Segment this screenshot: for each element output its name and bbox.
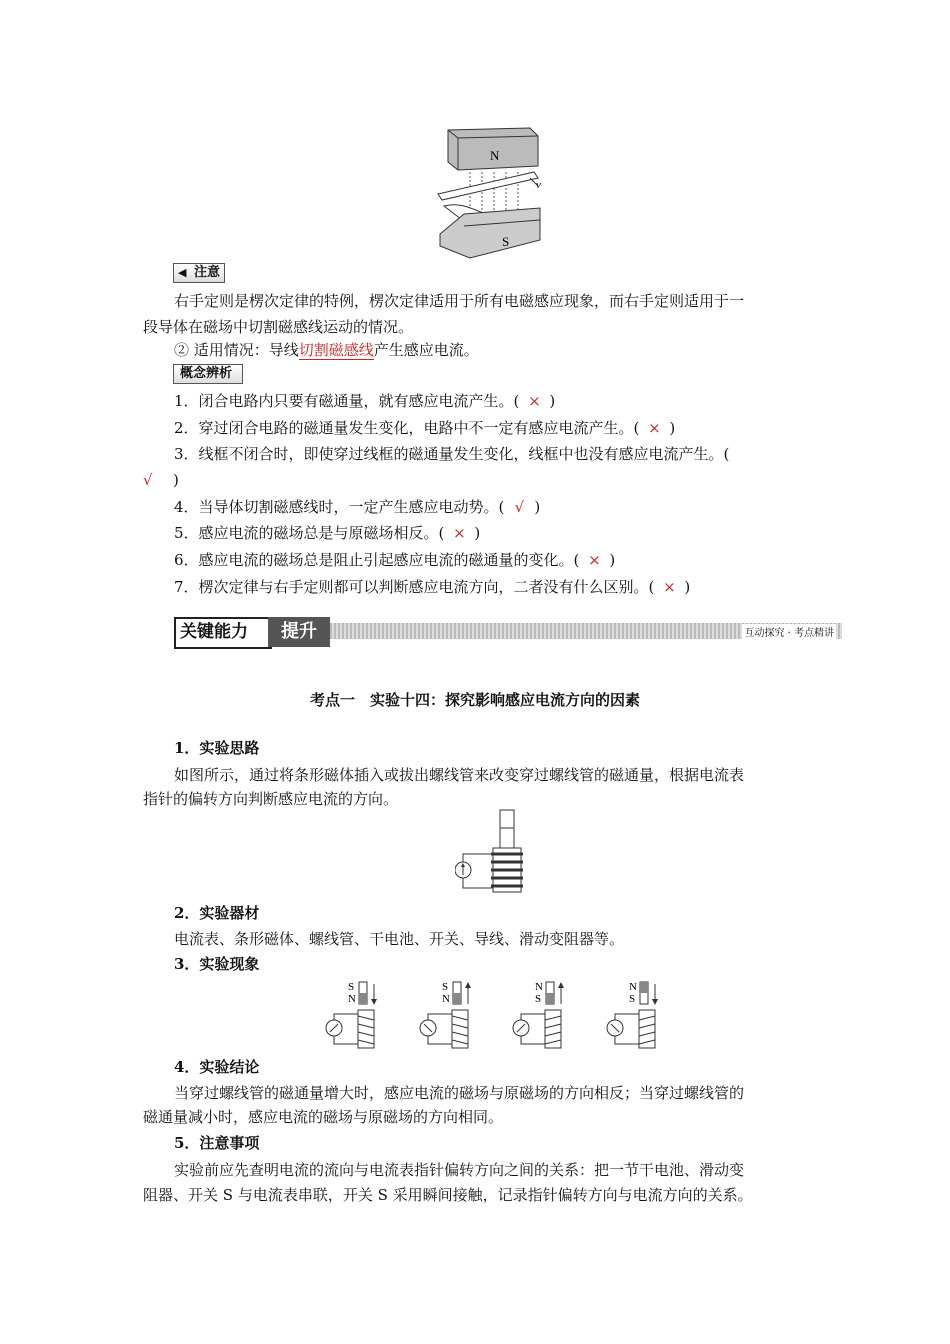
s2-body: 电流表、条形磁体、螺线管、干电池、开关、导线、滑动变阻器等。	[174, 930, 625, 948]
concept-badge-label: 概念辨析	[180, 366, 233, 381]
concept-badge	[173, 364, 243, 384]
correct-mark: √	[514, 498, 525, 516]
s1-line-1: 如图所示，通过将条形磁体插入或拔出螺线管来改变穿过螺线管的磁通量，根据电流表	[174, 766, 745, 784]
wrong-mark: ×	[453, 524, 466, 542]
concept-item-3	[174, 444, 729, 464]
banner-part-2: 提升	[268, 617, 330, 647]
correct-mark: √	[143, 471, 153, 489]
s4-heading: 4．实验结论	[174, 1058, 260, 1076]
panel-top-pole: S	[442, 981, 449, 993]
solenoid-circuit-figure	[455, 808, 535, 896]
concept-item-close: )	[669, 419, 676, 437]
experiment-panel-1	[322, 978, 386, 1052]
speaker-icon: ◀	[178, 266, 187, 279]
s5-heading: 5．注意事项	[174, 1134, 260, 1152]
concept-item-5	[174, 523, 480, 543]
experiment-panel-2	[416, 978, 480, 1052]
s4-line-1: 当穿过螺线管的磁通量增大时，感应电流的磁场与原磁场的方向相反；当穿过螺线管的	[174, 1084, 745, 1102]
concept-item-7	[174, 577, 690, 597]
key-ability-banner	[174, 617, 842, 647]
wrong-mark: ×	[588, 551, 601, 569]
concept-item-close: )	[474, 524, 481, 542]
note-line-2: 段导体在磁场中切割磁感线运动的情况。	[143, 318, 414, 336]
wrong-mark: ×	[528, 392, 541, 410]
note-badge-label: 注意	[194, 265, 221, 280]
panel-bottom-pole: N	[442, 993, 450, 1005]
s1-heading: 1．实验思路	[174, 739, 260, 757]
concept-item-close: )	[684, 578, 691, 596]
concept-item-text: 6．感应电流的磁场总是阻止引起感应电流的磁通量的变化。(	[174, 551, 580, 569]
concept-item-3-continued	[143, 470, 179, 490]
experiment-panel-4	[603, 978, 667, 1052]
panel-top-pole: N	[629, 981, 637, 993]
banner-part-1: 关键能力	[174, 617, 272, 649]
concept-item-text: 7．楞次定律与右手定则都可以判断感应电流方向，二者没有什么区别。(	[174, 578, 655, 596]
note-line-1: 右手定则是楞次定律的特例，楞次定律适用于所有电磁感应现象，而右手定则适用于一	[174, 292, 745, 310]
concept-item-text: 3．线框不闭合时，即使穿过线框的磁通量发生变化，线框中也没有感应电流产生。(	[174, 445, 730, 463]
s3-heading: 3．实验现象	[174, 955, 260, 973]
wrong-mark: ×	[648, 419, 661, 437]
banner-tag: 互动探究 · 考点精讲	[742, 624, 836, 639]
magnet-s-label: S	[502, 234, 510, 249]
applicable-suffix: 产生感应电流。	[373, 341, 479, 359]
panel-bottom-pole: S	[629, 993, 636, 1005]
panel-bottom-pole: S	[535, 993, 542, 1005]
panel-top-pole: N	[535, 981, 543, 993]
s1-line-2: 指针的偏转方向判断感应电流的方向。	[143, 790, 399, 808]
concept-item-text: 5．感应电流的磁场总是与原磁场相反。(	[174, 524, 445, 542]
section-title: 考点一 实验十四：探究影响感应电流方向的因素	[309, 691, 640, 709]
applicable-prefix: ② 适用情况：导线	[174, 341, 299, 359]
panel-bottom-pole: N	[348, 993, 356, 1005]
velocity-label: v	[536, 179, 541, 191]
applicable-situation	[174, 340, 479, 360]
note-badge	[173, 263, 225, 283]
applicable-highlight: 切割磁感线	[298, 341, 374, 359]
concept-item-text: 2．穿过闭合电路的磁通量发生变化，电路中不一定有感应电流产生。(	[174, 419, 640, 437]
magnet-conductor-figure	[430, 122, 550, 264]
concept-item-close: )	[549, 392, 556, 410]
s5-line-1: 实验前应先查明电流的流向与电流表指针偏转方向之间的关系：把一节干电池、滑动变	[174, 1161, 745, 1179]
concept-item-text: 1．闭合电路内只要有磁通量，就有感应电流产生。(	[174, 392, 520, 410]
concept-item-4	[174, 497, 540, 517]
concept-item-2	[174, 418, 675, 438]
magnet-n-label: N	[490, 148, 500, 163]
concept-item-6	[174, 550, 615, 570]
experiment-panel-3	[509, 978, 573, 1052]
s4-line-2: 磁通量减小时，感应电流的磁场与原磁场的方向相同。	[143, 1108, 504, 1126]
s2-heading: 2．实验器材	[174, 904, 260, 922]
wrong-mark: ×	[663, 578, 676, 596]
concept-item-close: )	[173, 471, 179, 489]
concept-item-close: )	[609, 551, 616, 569]
panel-top-pole: S	[348, 981, 355, 993]
concept-item-text: 4．当导体切割磁感线时，一定产生感应电动势。(	[174, 498, 505, 516]
concept-item-1	[174, 391, 555, 411]
concept-item-close: )	[534, 498, 541, 516]
s5-line-2: 阻器、开关 S 与电流表串联，开关 S 采用瞬间接触，记录指针偏转方向与电流方向的关系。	[143, 1186, 753, 1204]
